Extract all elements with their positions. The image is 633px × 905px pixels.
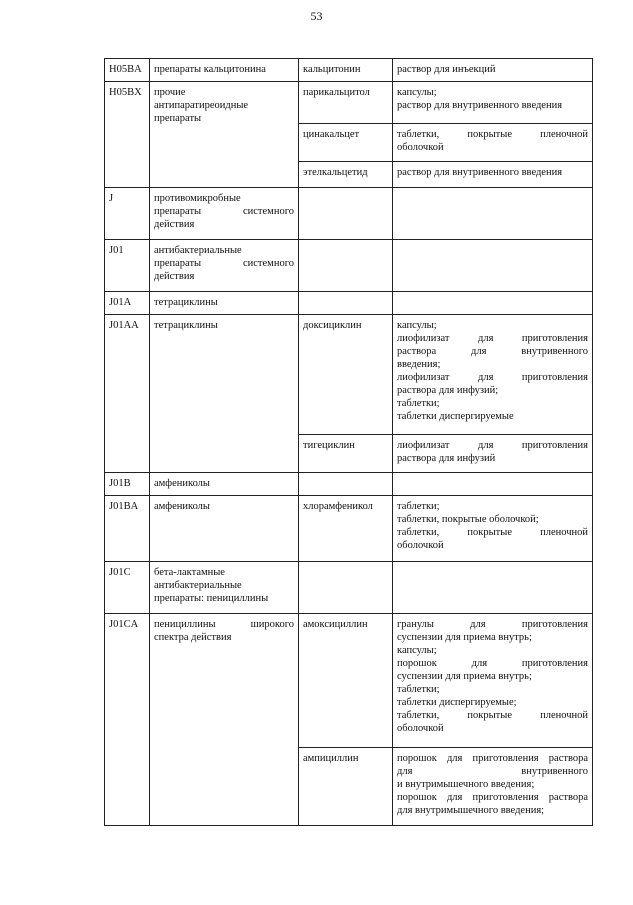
- table-row: [105, 496, 593, 562]
- dosage-form-line: для внутримышечного введения;: [397, 805, 545, 816]
- group-name-line: действия: [154, 219, 195, 230]
- empty-cell: [299, 473, 393, 496]
- atc-code: J: [105, 188, 150, 240]
- atc-code: J01C: [105, 562, 150, 614]
- empty-cell: [299, 188, 393, 240]
- group-name-line: препараты: [154, 113, 202, 124]
- dosage-form-line: порошок для приготовления: [397, 658, 588, 669]
- dosage-form: капсулы;: [397, 87, 437, 98]
- drug-name: ампициллин: [299, 748, 393, 826]
- drug-name: цинакальцет: [299, 124, 393, 162]
- dosage-form-line: раствора для инфузий;: [397, 385, 499, 396]
- drug-name: этелкальцетид: [299, 162, 393, 188]
- group-name-line: прочие: [154, 87, 186, 98]
- page-number: 53: [310, 9, 323, 23]
- drug-name: парикальцитол: [299, 82, 393, 124]
- drug-name: доксициклин: [299, 315, 393, 435]
- group-name-line: спектра действия: [154, 632, 232, 643]
- atc-code: J01: [105, 240, 150, 292]
- empty-cell: [393, 292, 593, 315]
- dosage-form: раствор для внутривенного введения: [397, 167, 563, 178]
- group-name-line: антибактериальные: [154, 245, 242, 256]
- dosage-form-line: гранулы для приготовления: [397, 619, 588, 630]
- table-row: [105, 315, 593, 435]
- drug-name: тигециклин: [299, 435, 393, 473]
- group-name-line: бета-лактамные: [154, 567, 225, 578]
- dosage-form: таблетки;: [397, 398, 440, 409]
- table-row: [105, 188, 593, 240]
- dosage-form-line: суспензии для приема внутрь;: [397, 632, 532, 643]
- dosage-form-line: порошок для приготовления раствора: [397, 753, 588, 764]
- group-name: амфениколы: [150, 473, 299, 496]
- dosage-form: таблетки;: [397, 501, 440, 512]
- drug-classification-table: [104, 58, 593, 826]
- dosage-form-line: порошок для приготовления раствора: [397, 792, 588, 803]
- dosage-form: таблетки;: [397, 684, 440, 695]
- empty-cell: [393, 562, 593, 614]
- dosage-form: таблетки диспергируемые;: [397, 697, 517, 708]
- table-row: [105, 59, 593, 82]
- empty-cell: [393, 188, 593, 240]
- group-name: [150, 614, 299, 826]
- group-name-line: препараты системного: [154, 206, 294, 217]
- dosage-form-cell: [393, 496, 593, 562]
- empty-cell: [299, 562, 393, 614]
- dosage-form-line: таблетки, покрытые пленочной: [397, 710, 588, 721]
- group-name: амфениколы: [150, 496, 299, 562]
- table-row: [105, 562, 593, 614]
- dosage-form-line: таблетки, покрытые пленочной: [397, 527, 588, 538]
- dosage-form-line: оболочкой: [397, 540, 444, 551]
- dosage-form: капсулы;: [397, 320, 437, 331]
- dosage-form-cell: [393, 59, 593, 82]
- dosage-form-line: оболочкой: [397, 142, 444, 153]
- dosage-form-cell: [393, 162, 593, 188]
- atc-code: J01CA: [105, 614, 150, 826]
- drug-name: кальцитонин: [299, 59, 393, 82]
- dosage-form-line: лиофилизат для приготовления: [397, 440, 588, 451]
- atc-code: J01BA: [105, 496, 150, 562]
- drug-name: амоксициллин: [299, 614, 393, 748]
- table-row: [105, 614, 593, 748]
- dosage-form: капсулы;: [397, 645, 437, 656]
- empty-cell: [299, 292, 393, 315]
- group-name-line: антипаратиреоидные: [154, 100, 249, 111]
- group-name-line: пенициллины широкого: [154, 619, 294, 630]
- table-row: [105, 292, 593, 315]
- group-name-line: противомикробные: [154, 193, 241, 204]
- dosage-form-cell: [393, 748, 593, 826]
- atc-code: H05BA: [105, 59, 150, 82]
- group-name: препараты кальцитонина: [150, 59, 299, 82]
- group-name: [150, 82, 299, 188]
- empty-cell: [393, 240, 593, 292]
- dosage-form-cell: [393, 614, 593, 748]
- dosage-form-line: лиофилизат для приготовления: [397, 333, 588, 344]
- group-name-line: антибактериальные: [154, 580, 242, 591]
- dosage-form-cell: [393, 124, 593, 162]
- atc-code: J01A: [105, 292, 150, 315]
- table-row: [105, 240, 593, 292]
- dosage-form: раствор для внутривенного введения: [397, 100, 563, 111]
- dosage-form-cell: [393, 315, 593, 435]
- table-row: [105, 473, 593, 496]
- dosage-form-line: раствора для инфузий: [397, 453, 496, 464]
- dosage-form-line: и внутримышечного введения;: [397, 779, 535, 790]
- table-row: [105, 82, 593, 124]
- group-name-line: препараты системного: [154, 258, 294, 269]
- dosage-form: таблетки диспергируемые: [397, 411, 514, 422]
- group-name: тетрациклины: [150, 292, 299, 315]
- atc-code: J01B: [105, 473, 150, 496]
- group-name: [150, 562, 299, 614]
- dosage-form: таблетки, покрытые оболочкой;: [397, 514, 539, 525]
- dosage-form-cell: [393, 435, 593, 473]
- empty-cell: [393, 473, 593, 496]
- drug-name: хлорамфеникол: [299, 496, 393, 562]
- dosage-form-line: суспензии для приема внутрь;: [397, 671, 532, 682]
- empty-cell: [299, 240, 393, 292]
- group-name-line: действия: [154, 271, 195, 282]
- atc-code: H05BX: [105, 82, 150, 188]
- dosage-form-line: для внутривенного: [397, 766, 588, 777]
- dosage-form-line: таблетки, покрытые пленочной: [397, 129, 588, 140]
- group-name: тетрациклины: [150, 315, 299, 473]
- dosage-form-line: введения;: [397, 359, 441, 370]
- group-name: [150, 188, 299, 240]
- dosage-form-line: раствора для внутривенного: [397, 346, 588, 357]
- group-name-line: препараты: пенициллины: [154, 593, 269, 604]
- group-name: [150, 240, 299, 292]
- dosage-form: раствор для инъекций: [397, 64, 496, 75]
- dosage-form-cell: [393, 82, 593, 124]
- atc-code: J01AA: [105, 315, 150, 473]
- dosage-form-line: оболочкой: [397, 723, 444, 734]
- dosage-form-line: лиофилизат для приготовления: [397, 372, 588, 383]
